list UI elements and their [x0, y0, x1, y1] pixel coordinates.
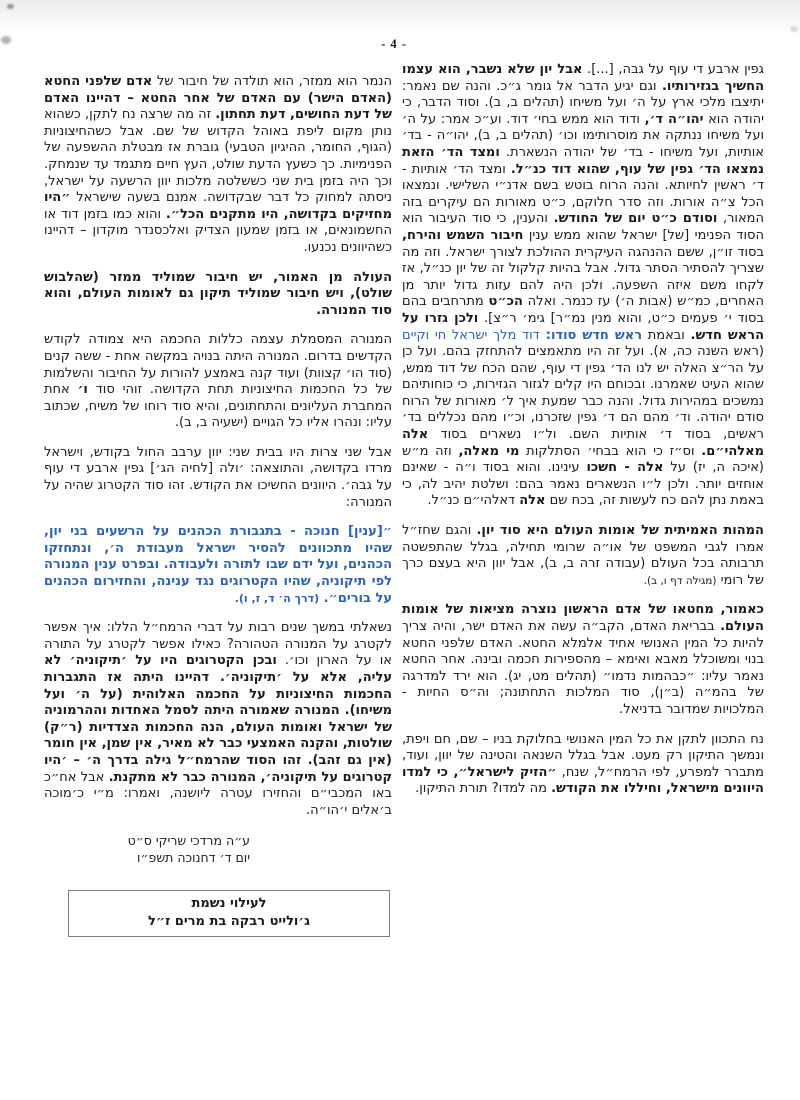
dedication-line: ג׳ולייט רבקה בת מרים ז״ל — [148, 913, 310, 929]
text-run: ומצד הד׳ אותיות - ד׳ ראשין לחיותא. והנה הרוח בוטש בשם אדנ״י השלישי. ונמצאו הכל צ״ה אורות. וזה סדר חלוקם, כ״ט מאורות הם עיקרים בזה המאור, — [402, 161, 764, 227]
paragraph — [44, 332, 392, 432]
text-run: (ראש השנה כה, א). ועל זה היו מתאמצים להתחזק בהם. ועל כן על הר״צ האלה יש לנו הד׳ גפין די עוף, שהם הכח של דוד ממש, שהוא העיט שאמרנו. ובכוחם היו קלים לגזור הגזירות, כי כוחותיהם נמשכים במהירות גדול. והנה כבר שמעת איך ל׳ מאורות של הרוח סודם יהודה. וד׳ מהם הם ד׳ גפין שזכרנו, וכ״ו מהם נכללים בד׳ ראשים, בסוד ד׳ אותיות השם. ול״ו נשארים בסוד — [402, 344, 764, 443]
paragraph — [44, 524, 392, 607]
text-run: וזה מ״ש (איכה ה, יז) על — [402, 443, 764, 476]
text-run: (מגילה דף ו, ב). — [643, 574, 717, 587]
text-run: אבל יון שלא נשבר, הוא עצמו החשיך בגזירותיו. — [402, 62, 765, 94]
paragraph — [402, 62, 764, 510]
text-run: ״הזיק לישראל״, כי למדו היוונים מישראל, וחיללו את הקודש. — [402, 764, 764, 797]
text-run: ״[ענין] חנוכה - בתגבורת הכהנים על הרשעים בני יון, שהיו מתכוונים להסיר ישראל מעבודת ה׳, ונתחזקו הכהנים, ועל ידם שבו לתורה ולעבודה. ובפרט ענין המנורה לפי תיקוניה, שהיו הקטרוגים נגד ענינה, והחזירום הכהנים על בורים״. — [44, 524, 392, 606]
text-run: ראש חדש סודו: — [539, 327, 643, 343]
paragraph — [44, 445, 392, 511]
text-run: ובכן הקטרוגים היו על ׳תיקוניה׳ לא עליה, אלא על ׳תיקוניה׳. דהיינו היתה אז התגברות החכמות החיצוניות על החכמה האלוהית (על ה׳ ועל משיחו). המנורה שאמורה היתה לסמל האחדות וההרמוניה של ישראל ואומות העולם, הנה החכמות הצדדיות (ר״ק) שולטות, והקנה האמצעי כבר לא מאיר, אין שמן, אין חומר (אין גם זהב). זהו הסוד שהרמח״ל גילה בדרך ה׳ – ׳היו קטרוגים על תיקוניה׳, המנורה כבר לא מתקנת. — [44, 653, 393, 785]
scan-artifact — [1, 36, 11, 44]
scan-top-shadow — [0, 0, 800, 32]
text-run: הנמר הוא ממזר, הוא תולדה של חיבור של — [152, 74, 392, 89]
text-run: בבריאת האדם, הקב״ה עשה את האדם ישר, והיה צריך להיות כל המין האנושי אחיד אלמלא החטא. האדם שלפני החטא בנוי ומשוכלל מאבא ואימא – מהספירות חכמה ובינה. אחר החטא נאמר עליו: ״כבהמות נדמו״ (תהלים מט, יג). הוא ירד למדרגה של בהמ״ה (ב״ן), סוד המלכות התחתונה; וה״ס החיות - המלכויות שמדובר בדניאל. — [402, 619, 764, 717]
paragraph — [402, 523, 764, 589]
text-run: וסודם כ״ט יום של החודש. — [553, 211, 718, 227]
paragraph — [44, 620, 392, 819]
scan-artifact — [790, 26, 798, 32]
text-run: מי מאלה, — [458, 443, 520, 459]
paragraph — [44, 74, 392, 257]
text-run: ״היו מחזיקים בקדושה, היו מתקנים הכל״. — [44, 190, 393, 222]
signature-line: יום ד׳ דחנוכה תשפ״ו — [137, 850, 250, 866]
text-run: והגם שחז״ל אמרו לגבי המשפט של או״ה שרומי תחילה, בגלל שהתפשטה תרבותה בכל העולם (עבודה זרה ב, ב), אבל יוון היא בעצם כרך של רומי — [402, 523, 764, 588]
text-run: כאמור, מחטאו של אדם הראשון נוצרה מציאות של אומות העולם. — [402, 602, 764, 634]
author-signature — [44, 832, 250, 866]
text-run: דאלהי״ם כנ״ל. — [427, 493, 520, 509]
text-run: וגם יגיע הדבר אל גומר ג״כ. והנה שם נאמר: יתיצבו מלכי ארץ על ה׳ ועל משיחו (תהלים ב, ב). וסוד הדבר, כי יהודה הוא — [402, 78, 765, 127]
text-run: חיבור השמש והירח, — [402, 227, 524, 243]
paragraph — [402, 602, 764, 718]
text-run: נשאלתי במשך שנים רבות על דברי הרמח״ל הללו: איך אפשר לקטרג על המנורה הטהורה? כאילו אפשר לקטרג על התורה או על הארון וכו׳. — [44, 620, 392, 669]
paragraph — [44, 270, 392, 320]
text-run: מה למדו? תורת התיקון. — [415, 781, 552, 797]
text-run: וס״ז כי הוא בבחי׳ הסתלקות — [519, 443, 702, 459]
scan-artifact — [7, 4, 14, 9]
text-run: בסוד זו״ן, ששם ההנהגה העיקרית ההולכת לצורך ישראל. וזה מה שצריך להסתיר הסתר גדול. אבל בהיות קלקול זה של יון כנ״ל, אז לקחו משם איזה השפעה. ולכן היה להם עזות גדול יותר מן האחרים, כמ״ש (אבות ה׳) עז כנמר. ואלה — [402, 244, 764, 310]
text-run: ולכן גזרו על הראש חדש. — [402, 310, 765, 343]
text-run: הכ״ט — [488, 294, 523, 310]
text-run: המהות האמיתית של אומות העולם היא סוד יון. — [476, 523, 764, 539]
column-left — [44, 74, 392, 937]
text-run: אחת המחברת העליונים והתחתונים, והיא סוד רוחו של משיח, שכתוב עליו: ונהרו אליו כל הגויים (ישעיה ב, ב). — [44, 382, 392, 431]
text-run: והוא כמו בזמן דוד או החשמונאים, או בזמן שמעון הצדיק ואלכסנדר מוקדון – דהיינו כשהיוונים נכנעו. — [44, 206, 392, 255]
text-run: ודוד הוא ממש בחי׳ דוד. וע״כ אמר: על ה׳ ועל משיחו ננתקה את מוסרותימו וכו׳ (תהלים ב, ב), יהו״ה - בד׳ אותיות, ועל משיחו - בד׳ של יהודה הנשארת. — [402, 111, 764, 160]
page-number: - 4 - — [381, 37, 407, 51]
text-run: אלה מאלהי״ם. — [402, 427, 764, 459]
text-run: מתרחבים בהם בסוד י׳ פעמים כ״ט, והוא מנין נמ״ר] גימ׳ ר״צ]. — [402, 294, 765, 326]
text-run: גפין ארבע די עוף על גבה, [...]. — [582, 62, 764, 77]
dedication-line: לעילוי נשמת — [191, 896, 267, 912]
text-run: אבל אח״כ באו המכבי״ם והחזירו עטרה ליושנה, ואמרו: מ״י כ׳מוכה ב׳אלים י׳הו״ה. — [44, 769, 392, 818]
text-run: והענין, כי סוד העיבור הוא הסוד הפנימי [של] ישראל שהוא ממש ענין — [402, 211, 764, 243]
text-run: זה מה שרצה נח לתקן, כשהוא נותן מקום ליפת באוהל הקדוש של שם. אבל כשהחיצוניות (הגוף, החומר, ההיגיון הטבעי) גוברת אז מבטלת ההשפעה של הפנימיות. כך כשעץ הדעת שולט, העץ חיים מתגמד עד שנמחק. וכך היה בזמן בית שני כששלטה מלכות יוון הרשעה על ישראל, ניסתה למחוק כל דבר שבקדושה. אמנם בשעה שישראל — [44, 107, 392, 206]
text-run: אלה - חשכו — [586, 460, 664, 476]
text-run: אדם שלפני החטא (האדם הישר) עם האדם של אחר החטא – דהיינו האדם של דעת החושים, דעת תחתון. — [44, 74, 392, 123]
text-run: ומצד הד׳ הזאת נמצאו הד׳ גפין של עוף, שהוא דוד כנ״ל. — [402, 144, 764, 177]
text-run: עינינו. והוא בסוד ו״ה - שאינם אוחזים יותר. ולכן ל״ו הנשארים נאמר בהם: ושלטת יהיב לה, כי באמת נתן להם כח לעשות זה, בכח שם — [402, 460, 764, 509]
paragraph — [402, 732, 764, 798]
dedication-box — [68, 890, 390, 937]
text-run: יהו״ה ד׳, — [644, 111, 704, 127]
signature-line: ע״ה מרדכי שריקי ס״ט — [127, 833, 250, 849]
text-run: דוד מלך ישראל חי וקיים — [402, 327, 540, 343]
text-run: ו׳ — [77, 382, 88, 398]
text-run: המנורה המסמלת עצמה כללות החכמה היא צמודה לקודש הקדשים בדרום. המנורה היתה בנויה במקשה אחת - ששה קנים (סוד הו׳ קצוות) ועוד קנה באמצע להורות על החיבור והשלמות של כל החכמות החיצוניות תחת הקדושה. זוהי סוד — [44, 332, 392, 398]
text-run: (דרך ה׳ ד, ז, ו). — [234, 591, 320, 605]
text-run: ובאמת — [642, 327, 691, 343]
text-run: אבל שני צרות היו בבית שני: יוון ערבב החול בקודש, וישראל מרדו בקדושה, והתוצאה: ׳ולה [לחיה הג׳] גפין ארבע די עוף על גבה׳. היוונים החשיכו את הקודש. זהו סוד הקטרוג שהיה על המנורה: — [44, 444, 392, 510]
text-run: אלה — [519, 493, 546, 509]
text-run: נח התכוון לתקן את כל המין האנושי בחלוקת בניו – שם, חם ויפת, ונמשך התיקון רק מעט. אבל בגלל השנאה והטינה של יוון, ועוד, מתברר למפרע, לפי הרמח״ל, שנח, — [402, 731, 764, 780]
text-run: העולה מן האמור, יש חיבור שמוליד ממזר (שהלבוש שולט), ויש חיבור שמוליד תיקון גם לאומות העולם, והוא סוד המנורה. — [44, 269, 392, 318]
column-right — [402, 62, 764, 811]
